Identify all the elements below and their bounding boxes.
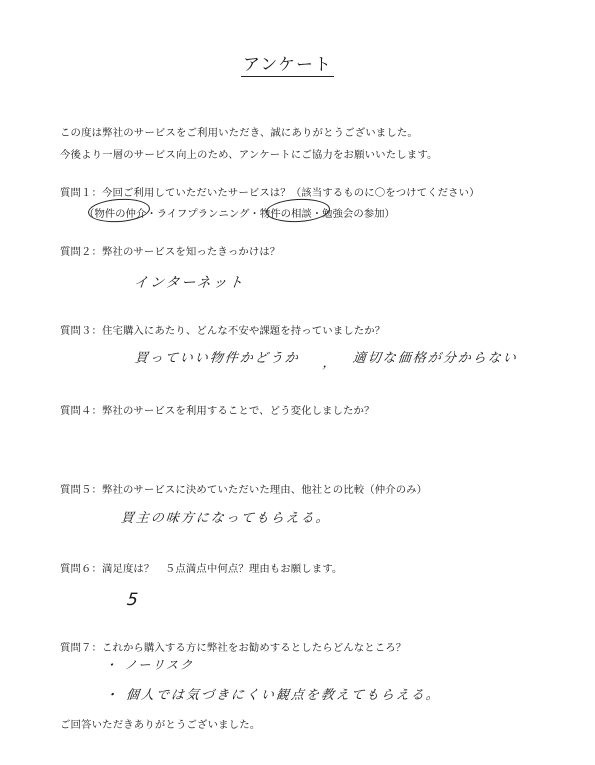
intro-line-1: この度は弊社のサービスをご利用いただき、誠にありがとうございました。 bbox=[60, 127, 418, 139]
answer-2: インターネット bbox=[133, 275, 246, 291]
answer-7-line-1: ・ ノーリスク bbox=[104, 658, 195, 672]
question-3: 質問３：住宅購入にあたり、どんな不安や課題を持っていましたか？ bbox=[60, 325, 386, 337]
closing-text: ご回答いただきありがとうございました。 bbox=[60, 719, 261, 731]
answer-3-a: 買っていい物件かどうか bbox=[134, 351, 301, 366]
answer-5: 買主の味方になってもらえる。 bbox=[120, 511, 332, 526]
answer-6: 5 bbox=[126, 590, 141, 610]
question-5: 質問５：弊社のサービスに決めていただいた理由、他社との比較（仲介のみ） bbox=[60, 484, 428, 496]
question-1: 質問１：今回ご利用していただいたサービスは？（該当するものに〇をつけてください） bbox=[60, 187, 480, 199]
answer-3-separator: ， bbox=[322, 356, 339, 371]
answer-3-b: 適切な価格が分からない bbox=[352, 351, 519, 366]
question-1-options: （物件の仲介・ライフプランニング・物件の相談・勉強会の参加） bbox=[84, 208, 395, 220]
question-7: 質問７：これから購入する方に弊社をお勧めするとしたらどんなところ？ bbox=[60, 642, 407, 654]
survey-title: アンケート bbox=[243, 55, 332, 75]
question-4: 質問４：弊社のサービスを利用することで、どう変化しましたか？ bbox=[60, 405, 375, 417]
intro-line-2: 今後より一層のサービス向上のため、アンケートにご協力をお願いいたします。 bbox=[60, 149, 438, 161]
question-6: 質問６：満足度は？ ５点満点中何点？理由もお願します。 bbox=[60, 563, 343, 575]
answer-7-line-2: ・ 個人では気づきにくい観点を教えてもらえる。 bbox=[104, 688, 442, 703]
question-2: 質問２：弊社のサービスを知ったきっかけは？ bbox=[60, 246, 281, 258]
